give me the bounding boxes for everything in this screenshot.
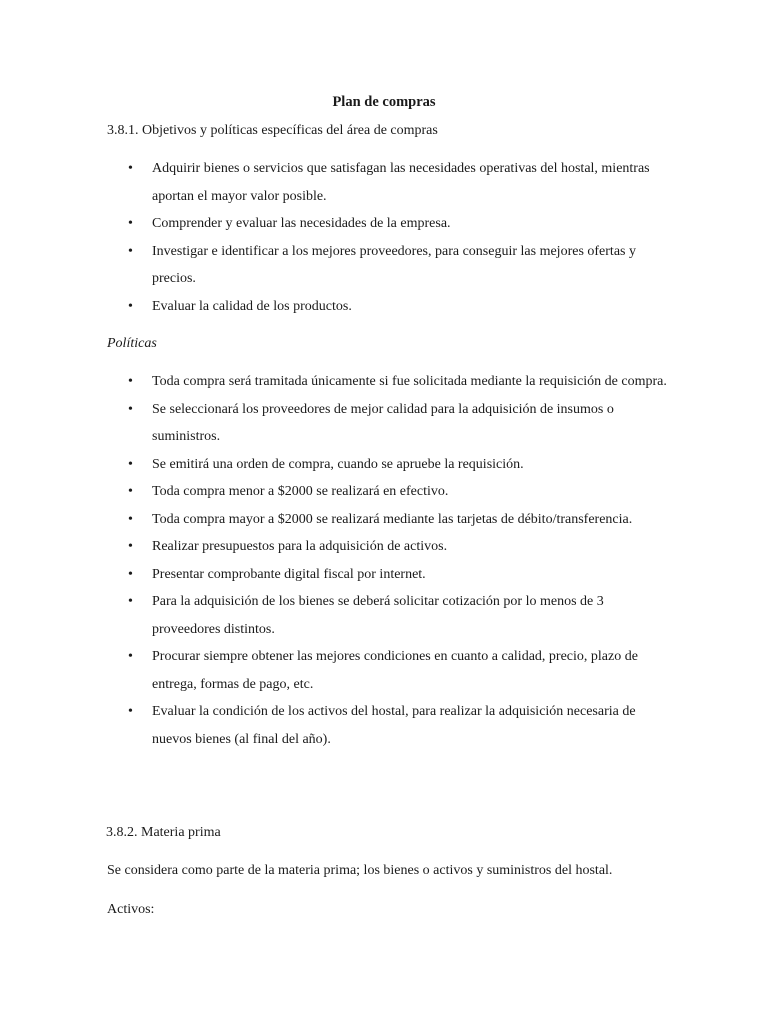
list-item: • Presentar comprobante digital fiscal por internet. [0, 561, 768, 589]
section-heading-objectives: 3.8.1. Objetivos y políticas específicas del área de compras [107, 123, 438, 138]
list-item: • Se emitirá una orden de compra, cuando se apruebe la requisición. [0, 451, 768, 479]
list-item: • Procurar siempre obtener las mejores condiciones en cuanto a calidad, precio, plazo de entrega, formas de pago, etc. [0, 643, 768, 698]
list-item: • Comprender y evaluar las necesidades de la empresa. [0, 210, 768, 238]
activos-label: Activos: [107, 902, 155, 917]
list-item: • Evaluar la condición de los activos del hostal, para realizar la adquisición necesaria de nuevos bienes (al final del año). [0, 698, 768, 753]
list-item: • Para la adquisición de los bienes se deberá solicitar cotización por lo menos de 3 proveedores distintos. [0, 588, 768, 643]
list-item: • Toda compra menor a $2000 se realizará en efectivo. [0, 478, 768, 506]
list-item: • Evaluar la calidad de los productos. [0, 293, 768, 321]
list-item: • Toda compra mayor a $2000 se realizará mediante las tarjetas de débito/transferencia. [0, 506, 768, 534]
objectives-list [0, 155, 768, 320]
section-heading-materia-prima: 3.8.2. Materia prima [106, 825, 221, 840]
page-title: Plan de compras [332, 94, 436, 110]
materia-prima-text: Se considera como parte de la materia prima; los bienes o activos y suministros del hostal. [107, 863, 613, 878]
policies-list [0, 368, 768, 753]
list-item: • Investigar e identificar a los mejores proveedores, para conseguir las mejores ofertas y precios. [0, 238, 768, 293]
policies-heading: Políticas [107, 336, 157, 351]
list-item: • Adquirir bienes o servicios que satisfagan las necesidades operativas del hostal, mientras aportan el mayor valor posible. [0, 155, 768, 210]
list-item: • Toda compra será tramitada únicamente si fue solicitada mediante la requisición de compra. [0, 368, 768, 396]
list-item: • Realizar presupuestos para la adquisición de activos. [0, 533, 768, 561]
list-item: • Se seleccionará los proveedores de mejor calidad para la adquisición de insumos o suministros. [0, 396, 768, 451]
